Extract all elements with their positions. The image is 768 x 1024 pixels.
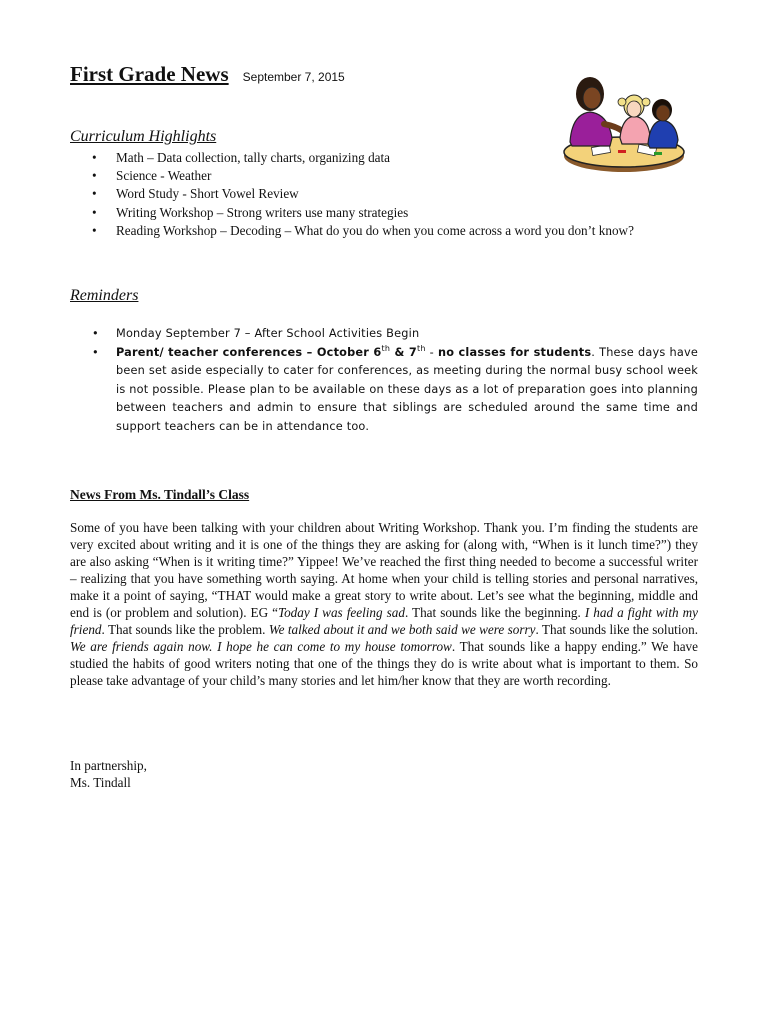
curriculum-list [70, 149, 698, 240]
girl-body [620, 116, 650, 144]
news-heading: News From Ms. Tindall’s Class [70, 487, 250, 502]
boy-face [656, 105, 670, 121]
title-row [70, 62, 345, 87]
page-title: First Grade News [70, 62, 229, 86]
list-item: • Monday September 7 – After School Activities Begin [92, 327, 420, 340]
list-item: • Science - Weather [92, 168, 212, 184]
list-item: • Reading Workshop – Decoding – What do you do when you come across a word you don’t know? [92, 222, 634, 238]
signoff-name: Ms. Tindall [70, 775, 131, 790]
reminders-heading: Reminders [70, 287, 139, 304]
list-item: • Parent/ teacher conferences – October 6th & 7th - no classes for students. These days have been set aside especially to cater for conferences, as meeting during the normal busy school week is not possible. Please plan to be available on these days as a lot of preparation goes into planning between teachers and admin to ensure that siblings are scheduled around the same time and support teachers can be in attendance too. [92, 343, 699, 433]
teacher-body [570, 112, 612, 146]
curriculum-heading: Curriculum Highlights [70, 128, 217, 145]
list-item: • Math – Data collection, tally charts, organizing data [92, 150, 391, 165]
girl-face [627, 101, 641, 117]
list-item: • Word Study - Short Vowel Review [92, 186, 299, 202]
news-paragraph: Some of you have been talking with your children about Writing Workshop. Thank you. I’m finding the students are very excited about writing and it is one of the things they are asking for (along with, “When is it lunch time?”) they are also asking “When is it writing time?” Yippee! We’ve reached the first thing needed to become a successful writer – realizing that you have something worth saying. At home when your child is telling stories and personal narratives, make it a point of saying, “THAT would make a great story to write about. Let’s see what the beginning, middle and end is (or problem and solution). EG “Today I was feeling sad. That sounds like the beginning. I had a fight with my friend. That sounds like the problem. We talked about it and we both said we were sorry. That sounds like the solution. We are friends again now. I hope he can come to my house tomorrow. That sounds like a happy ending.” We have studied the habits of good writers noting that one of the things they do is write about what is important to them. So please take advantage of your child’s many stories and let him/her know that they are worth recording. [70, 520, 698, 688]
girl-pigtail [642, 98, 650, 106]
teacher-face [583, 87, 601, 109]
reminders-list [70, 325, 698, 437]
newsletter-date: September 7, 2015 [242, 70, 345, 84]
boy-body [648, 120, 678, 148]
signoff-line: In partnership, [70, 758, 147, 773]
list-item: • Writing Workshop – Strong writers use many strategies [92, 204, 409, 220]
girl-pigtail [618, 98, 626, 106]
signoff [70, 757, 147, 791]
